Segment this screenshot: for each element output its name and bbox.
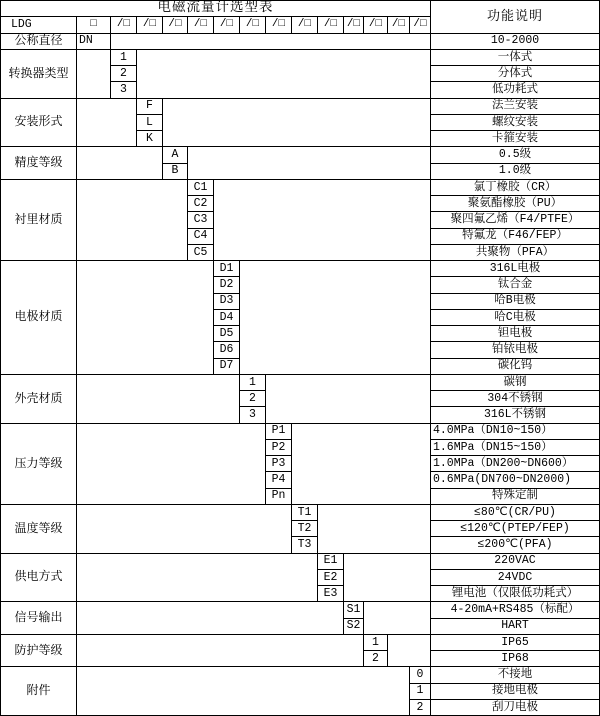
description-cell: HART: [431, 619, 599, 634]
description-cell: 共聚物（PFA）: [431, 245, 599, 260]
description-cell: 钽电极: [431, 326, 599, 341]
code-cell: P2: [266, 440, 291, 455]
category-label: 压力等级: [1, 424, 76, 504]
description-cell: ≤120℃(PTEP/FEP): [431, 521, 599, 536]
empty-cell: [344, 554, 430, 602]
description-cell: 不接地: [431, 667, 599, 682]
description-cell: 法兰安装: [431, 99, 599, 114]
code-cell: D2: [214, 277, 239, 292]
description-cell: 聚四氟乙烯（F4/PTFE）: [431, 212, 599, 227]
code-cell: DN: [77, 34, 110, 49]
code-cell: D7: [214, 359, 239, 374]
empty-cell: [77, 602, 343, 634]
model-slot-cell: /□: [292, 17, 317, 32]
description-cell: IP65: [431, 635, 599, 650]
description-cell: 特氟龙（F46/FEP）: [431, 229, 599, 244]
description-cell: 钛合金: [431, 277, 599, 292]
description-cell: 刮刀电极: [431, 700, 599, 715]
description-cell: 特殊定制: [431, 489, 599, 504]
description-cell: ≤200℃(PFA): [431, 537, 599, 552]
model-slot-cell: /□: [344, 17, 363, 32]
description-cell: 1.0级: [431, 164, 599, 179]
category-label: 外壳材质: [1, 375, 76, 423]
code-cell: T3: [292, 537, 317, 552]
code-cell: S1: [344, 602, 363, 617]
empty-cell: [77, 375, 239, 423]
code-cell: C1: [188, 180, 213, 195]
empty-cell: [240, 261, 430, 374]
description-cell: 哈B电极: [431, 294, 599, 309]
category-label: 温度等级: [1, 505, 76, 553]
code-cell: L: [137, 115, 162, 130]
code-cell: 3: [240, 407, 265, 422]
empty-cell: [77, 635, 363, 667]
category-label: 电极材质: [1, 261, 76, 374]
code-cell: B: [163, 164, 187, 179]
model-slot-cell: /□: [214, 17, 239, 32]
description-cell: 聚氨酯橡胶（PU）: [431, 196, 599, 211]
code-cell: E2: [318, 570, 343, 585]
code-cell: F: [137, 99, 162, 114]
category-label: 公称直径: [1, 34, 76, 49]
description-cell: 低功耗式: [431, 82, 599, 97]
description-cell: 316L不锈钢: [431, 407, 599, 422]
code-cell: D3: [214, 294, 239, 309]
code-cell: E1: [318, 554, 343, 569]
description-cell: 1.6MPa（DN15~150）: [431, 440, 599, 455]
code-cell: 3: [111, 82, 136, 97]
description-cell: 4.0MPa（DN10~150）: [431, 424, 599, 439]
category-label: 供电方式: [1, 554, 76, 602]
description-cell: 24VDC: [431, 570, 599, 585]
code-cell: 0: [410, 667, 430, 682]
empty-cell: [163, 99, 430, 147]
description-cell: 220VAC: [431, 554, 599, 569]
code-cell: P1: [266, 424, 291, 439]
model-slot-cell: /□: [410, 17, 430, 32]
model-box-cell: □: [77, 17, 110, 32]
table-title: 电磁流量计选型表: [1, 1, 430, 16]
empty-cell: [318, 505, 430, 553]
code-cell: T2: [292, 521, 317, 536]
description-cell: 304不锈钢: [431, 391, 599, 406]
model-slot-cell: /□: [163, 17, 187, 32]
empty-cell: [77, 50, 110, 98]
empty-cell: [188, 147, 430, 179]
description-cell: 10-2000: [431, 34, 599, 49]
code-cell: C2: [188, 196, 213, 211]
category-label: 防护等级: [1, 635, 76, 667]
description-cell: 0.6MPa(DN700~DN2000): [431, 472, 599, 487]
model-slot-cell: /□: [266, 17, 291, 32]
description-cell: 分体式: [431, 66, 599, 81]
model-slot-cell: /□: [111, 17, 136, 32]
empty-cell: [77, 505, 291, 553]
empty-cell: [364, 602, 430, 634]
code-cell: 2: [410, 700, 430, 715]
code-cell: 1: [111, 50, 136, 65]
description-cell: IP68: [431, 651, 599, 666]
code-cell: A: [163, 147, 187, 162]
code-cell: T1: [292, 505, 317, 520]
category-label: 精度等级: [1, 147, 76, 179]
description-cell: 一体式: [431, 50, 599, 65]
description-cell: 铂铱电极: [431, 342, 599, 357]
model-slot-cell: /□: [388, 17, 409, 32]
category-label: 信号输出: [1, 602, 76, 634]
description-cell: 氯丁橡胶（CR）: [431, 180, 599, 195]
empty-cell: [266, 375, 430, 423]
code-cell: P4: [266, 472, 291, 487]
model-slot-cell: /□: [188, 17, 213, 32]
description-cell: 螺纹安装: [431, 115, 599, 130]
empty-cell: [77, 180, 187, 260]
description-cell: 碳钢: [431, 375, 599, 390]
code-cell: D4: [214, 310, 239, 325]
code-cell: 1: [364, 635, 387, 650]
model-prefix-cell: LDG: [1, 17, 76, 32]
description-cell: 哈C电极: [431, 310, 599, 325]
code-cell: D5: [214, 326, 239, 341]
code-cell: 1: [410, 684, 430, 699]
category-label: 转换器类型: [1, 50, 76, 98]
model-slot-cell: /□: [240, 17, 265, 32]
description-cell: 锂电池（仅限低功耗式）: [431, 586, 599, 601]
model-slot-cell: /□: [364, 17, 387, 32]
description-cell: 碳化钨: [431, 359, 599, 374]
description-cell: 卡箍安装: [431, 131, 599, 146]
empty-cell: [77, 99, 136, 147]
code-cell: D6: [214, 342, 239, 357]
code-cell: 2: [240, 391, 265, 406]
code-cell: E3: [318, 586, 343, 601]
description-cell: ≤80℃(CR/PU): [431, 505, 599, 520]
code-cell: 1: [240, 375, 265, 390]
code-cell: Pn: [266, 489, 291, 504]
code-cell: 2: [364, 651, 387, 666]
empty-cell: [77, 261, 213, 374]
code-cell: S2: [344, 619, 363, 634]
code-cell: D1: [214, 261, 239, 276]
model-slot-cell: /□: [137, 17, 162, 32]
empty-cell: [214, 180, 430, 260]
description-cell: 316L电极: [431, 261, 599, 276]
empty-cell: [77, 667, 409, 715]
empty-cell: [77, 147, 162, 179]
empty-cell: [77, 554, 317, 602]
code-cell: P3: [266, 456, 291, 471]
description-cell: 1.0MPa（DN200~DN600）: [431, 456, 599, 471]
description-cell: 4-20mA+RS485（标配）: [431, 602, 599, 617]
empty-cell: [77, 424, 265, 504]
category-label: 衬里材质: [1, 180, 76, 260]
empty-cell: [388, 635, 430, 667]
code-cell: 2: [111, 66, 136, 81]
empty-cell: [292, 424, 430, 504]
category-label: 附件: [1, 667, 76, 715]
code-cell: C3: [188, 212, 213, 227]
description-cell: 接地电极: [431, 684, 599, 699]
code-cell: K: [137, 131, 162, 146]
function-column-header: 功能说明: [431, 1, 599, 33]
code-cell: C4: [188, 229, 213, 244]
empty-cell: [111, 34, 430, 49]
description-cell: 0.5级: [431, 147, 599, 162]
model-slot-cell: /□: [318, 17, 343, 32]
code-cell: C5: [188, 245, 213, 260]
empty-cell: [137, 50, 430, 98]
category-label: 安装形式: [1, 99, 76, 147]
